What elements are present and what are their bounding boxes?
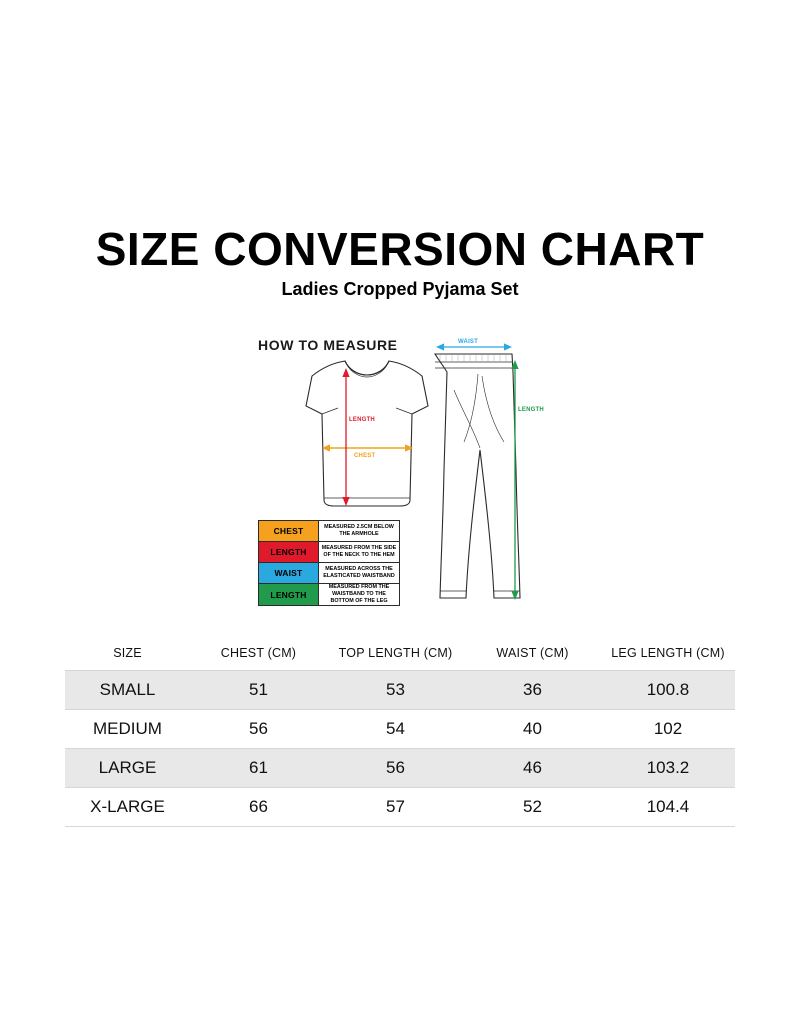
table-header-row [65, 640, 735, 671]
cell-leg-length: 104.4 [601, 788, 735, 827]
table-row [65, 788, 735, 827]
size-conversion-table [65, 640, 735, 827]
legend-desc-waist: MEASURED ACROSS THE ELASTICATED WAISTBAND [323, 566, 395, 579]
legend-key-waist: WAIST [259, 563, 319, 583]
column-header-chest: CHEST (CM) [220, 646, 297, 660]
column-header-waist: WAIST (CM) [496, 646, 569, 660]
cell-waist: 36 [464, 671, 601, 710]
cell-chest: 56 [190, 710, 327, 749]
waist-measure-arrow [436, 339, 512, 351]
cell-waist: 40 [464, 710, 601, 749]
legend-desc-chest: MEASURED 2.5CM BELOW THE ARMHOLE [324, 524, 394, 537]
cell-top-length: 54 [327, 710, 464, 749]
measurement-legend [258, 520, 400, 606]
table-row [65, 671, 735, 710]
cell-size: SMALL [65, 671, 190, 710]
how-to-measure-heading: HOW TO MEASURE [258, 337, 398, 353]
leg-length-label: LENGTH [518, 407, 544, 413]
legend-row-leg-length [259, 584, 399, 605]
legend-key-leg-length: LENGTH [259, 584, 319, 605]
top-length-label: LENGTH [349, 417, 375, 423]
legend-key-chest: CHEST [259, 521, 319, 541]
chest-label: CHEST [354, 453, 376, 459]
cell-leg-length: 100.8 [601, 671, 735, 710]
page-title: SIZE CONVERSION CHART [95, 223, 705, 275]
legend-row-chest [259, 521, 399, 542]
trousers-illustration [435, 354, 520, 598]
cell-waist: 52 [464, 788, 601, 827]
cell-top-length: 56 [327, 749, 464, 788]
cell-chest: 66 [190, 788, 327, 827]
legend-row-top-length [259, 542, 399, 563]
cell-top-length: 57 [327, 788, 464, 827]
cell-leg-length: 102 [601, 710, 735, 749]
tshirt-illustration [306, 361, 428, 506]
cell-chest: 61 [190, 749, 327, 788]
table-row [65, 749, 735, 788]
cell-leg-length: 103.2 [601, 749, 735, 788]
legend-desc-top-length: MEASURED FROM THE SIDE OF THE NECK TO THE HEM [321, 545, 397, 558]
cell-size: MEDIUM [65, 710, 190, 749]
cell-top-length: 53 [327, 671, 464, 710]
column-header-top-length: TOP LENGTH (CM) [338, 646, 453, 660]
page-subtitle: Ladies Cropped Pyjama Set [281, 279, 519, 299]
legend-desc-leg-length: MEASURED FROM THE WAISTBAND TO THE BOTTOM OF THE LEG [328, 584, 390, 604]
cell-chest: 51 [190, 671, 327, 710]
legend-row-waist [259, 563, 399, 584]
waist-label: WAIST [458, 339, 478, 345]
cell-size: X-LARGE [65, 788, 190, 827]
legend-key-top-length: LENGTH [259, 542, 319, 562]
column-header-size: SIZE [113, 646, 142, 660]
column-header-leg-length: LEG LENGTH (CM) [611, 646, 725, 660]
cell-waist: 46 [464, 749, 601, 788]
cell-size: LARGE [65, 749, 190, 788]
table-row [65, 710, 735, 749]
